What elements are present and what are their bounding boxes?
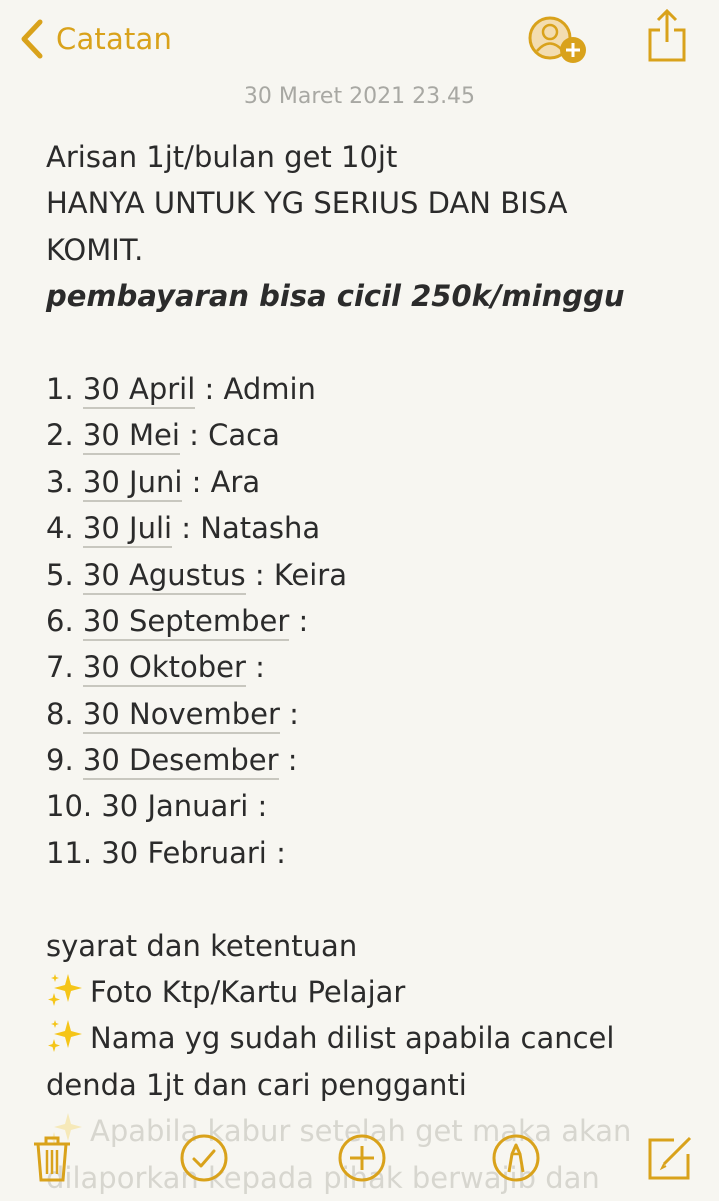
schedule-item bbox=[46, 830, 686, 876]
blank-line bbox=[46, 876, 686, 922]
term-text: Apabila kabur setelah get maka akan bbox=[90, 1114, 632, 1149]
date-text: 30 Februari bbox=[101, 835, 267, 870]
sparkles-icon bbox=[46, 972, 84, 1008]
date-link[interactable]: 30 September bbox=[83, 604, 289, 641]
add-people-icon[interactable] bbox=[526, 14, 590, 66]
share-icon[interactable] bbox=[646, 8, 688, 64]
schedule-name: : bbox=[278, 743, 298, 778]
schedule-name: : Keira bbox=[245, 557, 347, 592]
schedule-number: 6. bbox=[46, 603, 83, 638]
chevron-left-icon bbox=[18, 17, 48, 61]
trash-icon[interactable] bbox=[26, 1132, 78, 1184]
schedule-name: : Natasha bbox=[172, 511, 321, 546]
schedule-name: : Admin bbox=[195, 371, 316, 406]
date-link[interactable]: 30 April bbox=[83, 372, 195, 409]
date-link[interactable]: 30 Juni bbox=[83, 465, 183, 502]
note-line: Arisan 1jt/bulan get 10jt bbox=[46, 140, 398, 174]
add-icon[interactable] bbox=[336, 1132, 388, 1184]
schedule-name: : Ara bbox=[182, 464, 261, 499]
schedule-number: 8. bbox=[46, 696, 83, 731]
sparkles-icon bbox=[46, 1018, 84, 1054]
schedule-item bbox=[46, 366, 686, 412]
note-line-bold: pembayaran bisa cicil 250k/minggu bbox=[46, 279, 625, 314]
term-continuation: denda 1jt dan cari pengganti bbox=[46, 1067, 467, 1102]
schedule-name: : bbox=[279, 696, 299, 731]
compose-icon[interactable] bbox=[644, 1132, 696, 1184]
markup-icon[interactable] bbox=[490, 1132, 542, 1184]
date-text: 30 Januari bbox=[101, 789, 249, 824]
date-link[interactable]: 30 Desember bbox=[83, 743, 279, 780]
checklist-icon[interactable] bbox=[178, 1132, 230, 1184]
schedule-number: 9. bbox=[46, 743, 83, 778]
schedule-name: : Caca bbox=[179, 418, 280, 453]
schedule-number: 1. bbox=[46, 371, 83, 406]
date-link[interactable]: 30 Oktober bbox=[83, 650, 246, 687]
schedule-item bbox=[46, 737, 686, 783]
schedule-item bbox=[46, 505, 686, 551]
schedule-number: 10. bbox=[46, 789, 102, 824]
date-link[interactable]: 30 Juli bbox=[83, 511, 172, 548]
note-line: HANYA UNTUK YG SERIUS DAN BISA bbox=[46, 186, 568, 221]
bottom-toolbar bbox=[0, 1120, 719, 1200]
date-link[interactable]: 30 Mei bbox=[83, 418, 180, 455]
term-text: Foto Ktp/Kartu Pelajar bbox=[90, 975, 406, 1010]
note-timestamp: 30 Maret 2021 23.45 bbox=[243, 84, 476, 109]
schedule-item bbox=[46, 644, 686, 690]
date-link[interactable]: 30 Agustus bbox=[83, 558, 246, 595]
schedule-item bbox=[46, 552, 686, 598]
schedule-name: : bbox=[248, 789, 268, 824]
schedule-item bbox=[46, 691, 686, 737]
schedule-number: 4. bbox=[46, 511, 83, 546]
schedule-name: : bbox=[289, 603, 309, 638]
schedule-number: 7. bbox=[46, 650, 83, 685]
schedule-number: 2. bbox=[46, 418, 83, 453]
term-continuation-faded: dilaporkan kepada pihak berwajib dan bbox=[46, 1160, 600, 1195]
blank-line bbox=[46, 320, 686, 366]
schedule-number: 5. bbox=[46, 557, 83, 592]
schedule-name: : bbox=[245, 650, 265, 685]
schedule-name: : bbox=[266, 835, 286, 870]
note-body[interactable] bbox=[46, 134, 686, 1201]
schedule-number: 11. bbox=[46, 835, 102, 870]
date-link[interactable]: 30 November bbox=[83, 697, 280, 734]
schedule-item bbox=[46, 412, 686, 458]
navigation-bar bbox=[0, 0, 719, 80]
schedule-item bbox=[46, 783, 686, 829]
back-button[interactable] bbox=[18, 14, 172, 64]
schedule-item bbox=[46, 459, 686, 505]
schedule-number: 3. bbox=[46, 464, 83, 499]
back-label: Catatan bbox=[56, 22, 173, 56]
schedule-item bbox=[46, 598, 686, 644]
terms-heading: syarat dan ketentuan bbox=[46, 928, 358, 963]
note-line: KOMIT. bbox=[46, 232, 144, 267]
term-item bbox=[46, 969, 686, 1015]
term-text: Nama yg sudah dilist apabila cancel bbox=[90, 1021, 615, 1056]
term-item bbox=[46, 1015, 686, 1061]
